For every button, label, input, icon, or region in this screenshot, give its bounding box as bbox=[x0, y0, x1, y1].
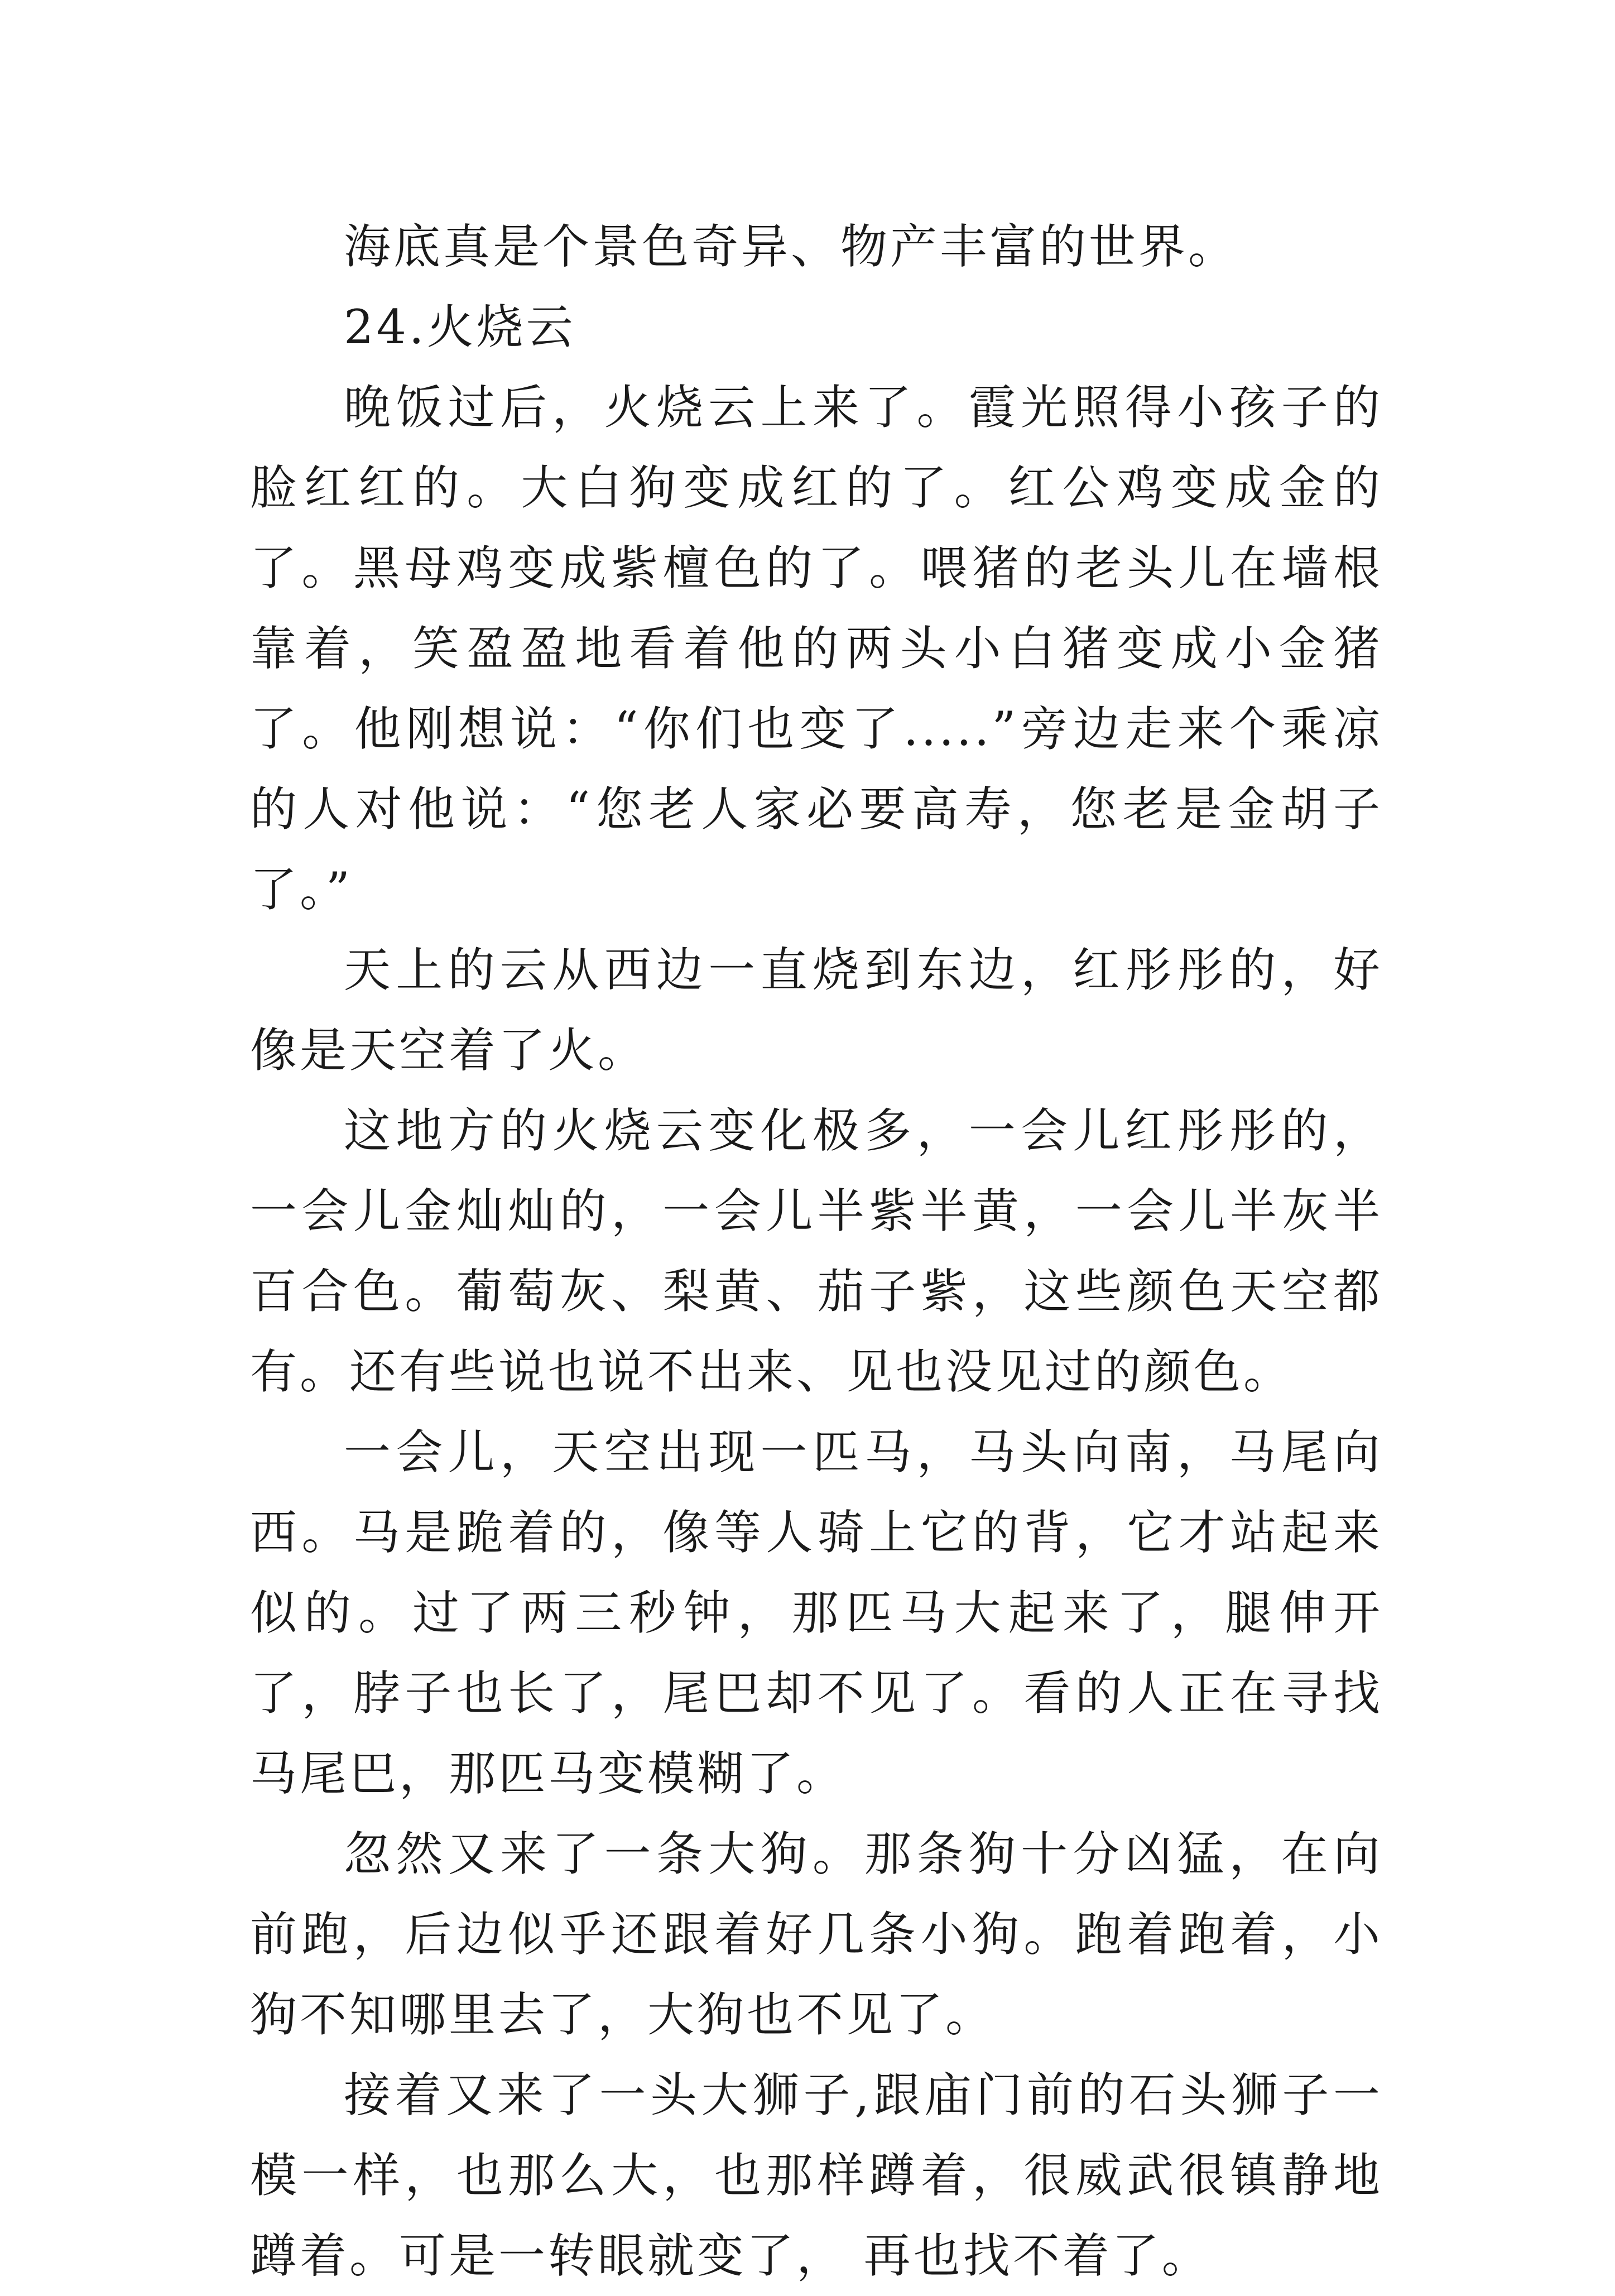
section-title: 24.火烧云 bbox=[344, 300, 576, 354]
paragraph-sky-on-fire: 天上的云从西边一直烧到东边，红彤彤的，好像是天空着了火。 bbox=[250, 943, 1383, 1078]
paragraph-dog: 忽然又来了一条大狗。那条狗十分凶猛，在向前跑，后边似乎还跟着好几条小狗。跑着跑着，小狗不知哪里去了，大狗也不见了。 bbox=[250, 1827, 1383, 2042]
paragraph-colors: 这地方的火烧云变化极多，一会儿红彤彤的，一会儿金灿灿的，一会儿半紫半黄，一会儿半灰半百合色。葡萄灰、梨黄、茄子紫，这些颜色天空都有。还有些说也说不出来、见也没见过的颜色。 bbox=[250, 1103, 1383, 1399]
paragraph-intro-line: 海底真是个景色奇异、物产丰富的世界。 bbox=[344, 219, 1238, 274]
paragraph-horse: 一会儿，天空出现一匹马，马头向南，马尾向西。马是跪着的，像等人骑上它的背，它才站起来似的。过了两三秒钟，那匹马大起来了，腿伸开了，脖子也长了，尾巴却不见了。看的人正在寻找马尾巴，那匹马变模糊了。 bbox=[250, 1425, 1383, 1801]
paragraph-lion: 接着又来了一头大狮子,跟庙门前的石头狮子一模一样，也那么大，也那样蹲着，很威武很镇静地蹲着。可是一转眼就变了， 再也找不着了。 bbox=[250, 2068, 1383, 2283]
document-body bbox=[250, 206, 1383, 2296]
paragraph-evening: 晚饭过后，火烧云上来了。霞光照得小孩子的脸红红的。大白狗变成红的了。红公鸡变成金的了。黑母鸡变成紫檀色的了。喂猪的老头儿在墙根靠着，笑盈盈地看着他的两头小白猪变成小金猪了。他刚想说：“你们也变了.....”旁边走来个乘凉的人对他说：“您老人家必要高寿，您老是金胡子了。” bbox=[250, 380, 1383, 917]
